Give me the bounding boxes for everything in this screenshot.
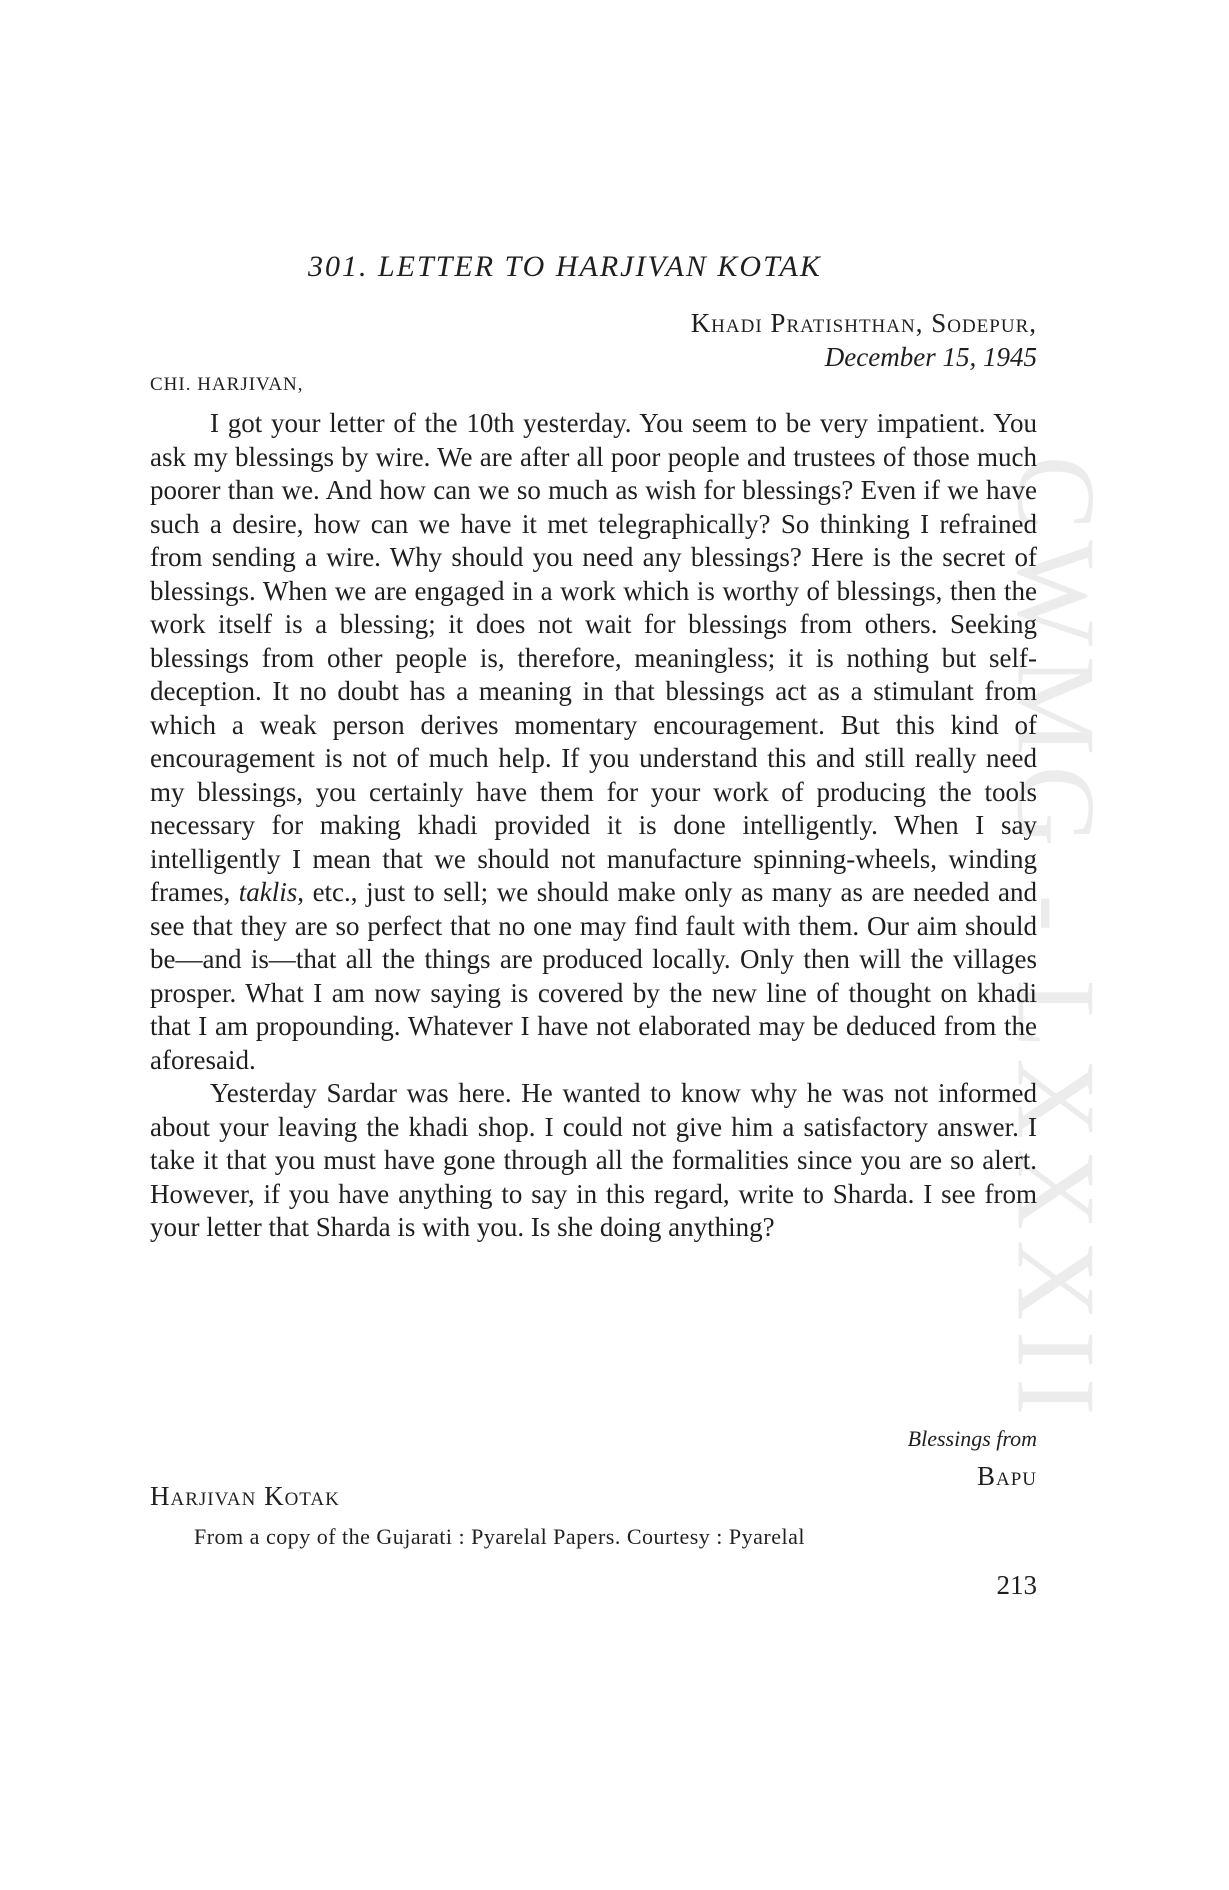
closing xyxy=(908,1422,1037,1496)
paragraph-1: I got your letter of the 10th yesterday. You seem to be very impatient. You ask my blessings by wire. We are after all poor people and trustees of those much poorer than we. And how can we so much as wish for blessings? Even if we have such a desire, how can we have it met telegraphically? So thinking I refrained from sending a wire. Why should you need any blessings? Here is the secret of blessings. When we are engaged in a work which is worthy of blessings, then the work itself is a blessing; it does not wait for blessings from others. Seeking blessings from other people is, therefore, meaningless; it is nothing but self-deception. It no doubt has a meaning in that blessings act as a stimulant from which a weak person derives momentary encouragement. But this kind of encouragement is not of much help. If you understand this and still really need my blessings, you certainly have them for your work of producing the tools necessary for making khadi provided it is done intelligently. When I say intelligently I mean that we should not manufacture spinning-wheels, winding frames, taklis, etc., just to sell; we should make only as many as are needed and see that they are so perfect that no one may find fault with them. Our aim should be—and is—that all the things are produced locally. Only then will the villages prosper. What I am now saying is covered by the new line of thought on khadi that I am propounding. Whatever I have not elaborated may be deduced from the aforesaid. xyxy=(150,408,1037,1075)
letter-title: 301. LETTER TO HARJIVAN KOTAK xyxy=(308,250,822,283)
address-place: Khadi Pratishthan, Sodepur, xyxy=(690,308,1037,338)
salutation: CHI. HARJIVAN, xyxy=(150,374,304,395)
watermark-text: CWMG - LXXXII xyxy=(993,455,1118,1425)
letter-body xyxy=(150,407,1037,1245)
signature: Bapu xyxy=(976,1461,1037,1491)
paragraph-2: Yesterday Sardar was here. He wanted to know why he was not informed about your leaving the khadi shop. I could not give him a satisfactory answer. I take it that you must have gone through all the formalities since you are so alert. However, if you have anything to say in this regard, write to Sharda. I see from your letter that Sharda is with you. Is she doing anything? xyxy=(150,1078,1037,1242)
page-number: 213 xyxy=(996,1570,1037,1600)
sender-address xyxy=(691,306,1037,374)
addressee: Harjivan Kotak xyxy=(150,1481,340,1511)
address-date: December 15, 1945 xyxy=(824,342,1037,372)
source-note: From a copy of the Gujarati : Pyarelal Papers. Courtesy : Pyarelal xyxy=(194,1524,805,1549)
italic-term: taklis xyxy=(238,877,298,907)
closing-blessings: Blessings from xyxy=(907,1426,1037,1451)
